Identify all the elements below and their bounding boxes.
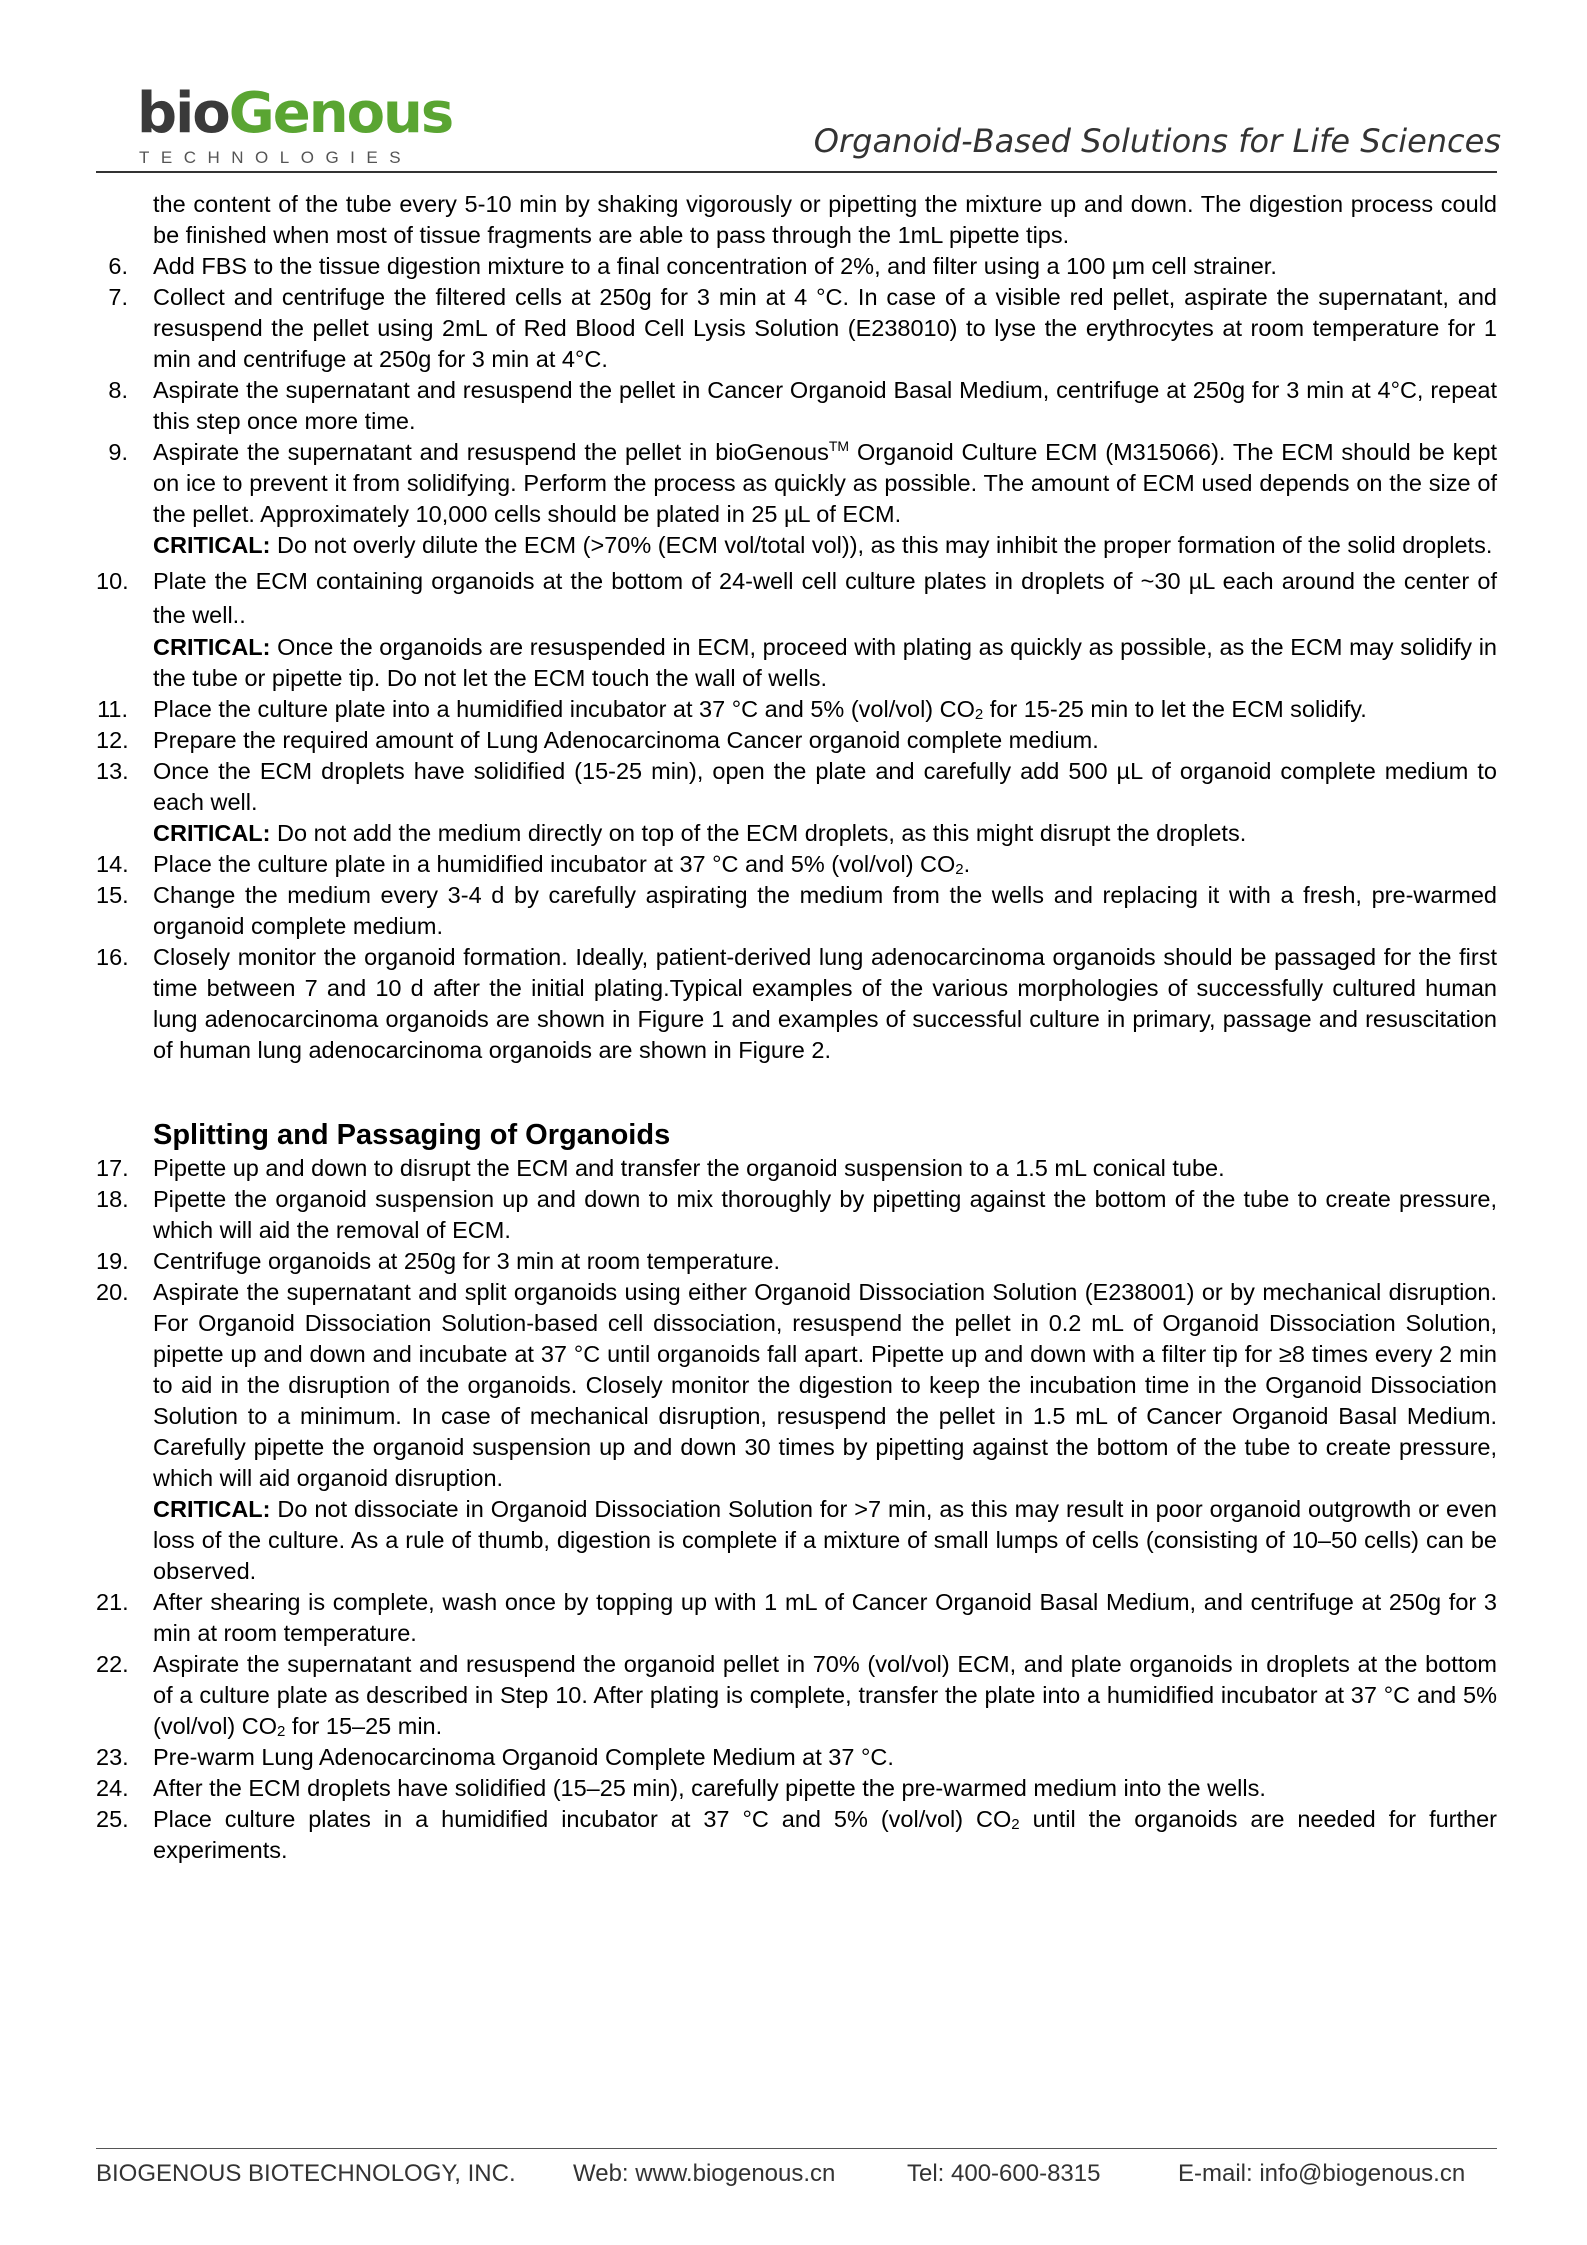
step-number: 7.: [108, 284, 128, 310]
intro-paragraph: the content of the tube every 5-10 min by shaking vigorously or pipetting the mixture up and down. The digestion process could be finished when most of tissue fragments are able to pass through the 1mL pipette tips.: [153, 191, 1497, 248]
step-23: [96, 1742, 1497, 1773]
header-tagline: Organoid-Based Solutions for Life Sciences: [813, 122, 1501, 160]
step-25: [96, 1804, 1497, 1866]
footer-tel: Tel: 400-600-8315: [907, 2160, 1101, 2187]
footer-divider: [96, 2148, 1497, 2149]
step-21: [96, 1587, 1497, 1649]
subscript: 2: [955, 861, 964, 878]
step-text: Aspirate the supernatant and resuspend the organoid pellet in 70% (vol/vol) ECM, and plate organoids in droplets at the bottom of a culture plate as described in Step 10. After plating is complete, transfer the plate into a humidified incubator at 37 °C and 5% (vol/vol) CO: [153, 1651, 1497, 1739]
step-number: 19.: [96, 1248, 129, 1274]
step-text: Aspirate the supernatant and resuspend the pellet in bioGenous: [153, 439, 829, 465]
critical-note: [153, 632, 1497, 694]
step-13: [96, 756, 1497, 849]
step-text: Place the culture plate in a humidified incubator at 37 °C and 5% (vol/vol) CO: [153, 851, 956, 877]
footer-email: E-mail: info@biogenous.cn: [1178, 2160, 1466, 2187]
step-text: Closely monitor the organoid formation. Ideally, patient-derived lung adenocarcinoma organoids should be passaged for the first time between 7 and 10 d after the initial plating.Typical examples of the various morphologies of successfully cultured human lung adenocarcinoma organoids are shown in Figure 1 and examples of successful culture in primary, passage and resuscitation of human lung adenocarcinoma organoids are shown in Figure 2.: [153, 944, 1497, 1063]
subscript: 2: [974, 706, 984, 723]
trademark-mark: TM: [828, 438, 850, 454]
step-text: Centrifuge organoids at 250g for 3 min at room temperature.: [153, 1248, 781, 1274]
step-number: 23.: [96, 1744, 129, 1770]
step-number: 22.: [96, 1651, 129, 1677]
critical-label: CRITICAL:: [153, 634, 271, 660]
step-number: 6.: [108, 253, 128, 279]
step-text: Once the ECM droplets have solidified (15-25 min), open the plate and carefully add 500 µL of organoid complete medium to each well.: [153, 758, 1497, 815]
step-15: [96, 880, 1497, 942]
critical-note: [153, 530, 1497, 561]
step-17: [96, 1153, 1497, 1184]
step-14: [96, 849, 1497, 880]
step-text: After shearing is complete, wash once by topping up with 1 mL of Cancer Organoid Basal Medium, and centrifuge at 250g for 3 min at room temperature.: [153, 1589, 1497, 1646]
step-24: [96, 1773, 1497, 1804]
subscript: 2: [277, 1723, 286, 1740]
step-10: [96, 564, 1497, 694]
step-number: 20.: [96, 1279, 129, 1305]
step-number: 15.: [96, 882, 129, 908]
critical-text: Do not dissociate in Organoid Dissociation Solution for >7 min, as this may result in poor organoid outgrowth or even loss of the culture. As a rule of thumb, digestion is complete if a mixture of small lumps of cells (consisting of 10–50 cells) can be observed.: [153, 1496, 1497, 1584]
step-16: [96, 942, 1497, 1066]
critical-label: CRITICAL:: [153, 1496, 271, 1522]
step-number: 13.: [96, 758, 129, 784]
step-11: [96, 694, 1497, 725]
critical-label: CRITICAL:: [153, 532, 271, 558]
critical-note: [153, 1494, 1497, 1587]
step-text: Prepare the required amount of Lung Adenocarcinoma Cancer organoid complete medium.: [153, 727, 1099, 753]
step-text: Pipette the organoid suspension up and down to mix thoroughly by pipetting against the bottom of the tube to create pressure, which will aid the removal of ECM.: [153, 1186, 1497, 1243]
step-text-cont: for 15-25 min to let the ECM solidify.: [983, 696, 1367, 722]
step-8: [96, 375, 1497, 437]
step-number: 21.: [96, 1589, 129, 1615]
step-text: Pre-warm Lung Adenocarcinoma Organoid Complete Medium at 37 °C.: [153, 1744, 894, 1770]
step-number: 16.: [96, 944, 129, 970]
critical-text: Do not overly dilute the ECM (>70% (ECM vol/total vol)), as this may inhibit the proper formation of the solid droplets.: [270, 532, 1493, 558]
step-9: [96, 437, 1497, 561]
step-text: Collect and centrifuge the filtered cells at 250g for 3 min at 4 °C. In case of a visible red pellet, aspirate the supernatant, and resuspend the pellet using 2mL of Red Blood Cell Lysis Solution (E238010) to lyse the erythrocytes at room temperature for 1 min and centrifuge at 250g for 3 min at 4°C.: [153, 284, 1497, 372]
step-7: [96, 282, 1497, 375]
footer-company: BIOGENOUS BIOTECHNOLOGY, INC.: [96, 2160, 516, 2187]
step-text: Place the culture plate into a humidified incubator at 37 °C and 5% (vol/vol) CO: [153, 696, 975, 722]
step-19: [96, 1246, 1497, 1277]
header-divider: [96, 171, 1497, 173]
step-text: Plate the ECM containing organoids at the bottom of 24-well cell culture plates in droplets of ~30 µL each around the center of the well..: [153, 568, 1497, 628]
critical-text: Do not add the medium directly on top of the ECM droplets, as this might disrupt the droplets.: [270, 820, 1247, 846]
step-number: 17.: [96, 1155, 129, 1181]
step-number: 18.: [96, 1186, 129, 1212]
subscript: 2: [1011, 1816, 1020, 1833]
step-22: [96, 1649, 1497, 1742]
step-20: [96, 1277, 1497, 1587]
step-number: 9.: [108, 439, 128, 465]
logo-wordmark: [137, 81, 453, 146]
step-text: After the ECM droplets have solidified (15–25 min), carefully pipette the pre-warmed medium into the wells.: [153, 1775, 1266, 1801]
step-number: 14.: [96, 851, 129, 877]
step-18: [96, 1184, 1497, 1246]
footer-web: Web: www.biogenous.cn: [573, 2160, 836, 2187]
step-12: [96, 725, 1497, 756]
step-number: 24.: [96, 1775, 129, 1801]
step-text: Aspirate the supernatant and split organoids using either Organoid Dissociation Solution (E238001) or by mechanical disruption. For Organoid Dissociation Solution-based cell dissociation, resuspend the pellet in 0.2 mL of Organoid Dissociation Solution, pipette up and down and incubate at 37 °C until organoids fall apart. Pipette up and down with a filter tip for ≥8 times every 2 min to aid in the disruption of the organoids. Closely monitor the digestion to keep the incubation time in the Organoid Dissociation Solution to a minimum. In case of mechanical disruption, resuspend the pellet in 1.5 mL of Cancer Organoid Basal Medium. Carefully pipette the organoid suspension up and down 30 times by pipetting against the bottom of the tube to create pressure, which will aid organoid disruption.: [153, 1279, 1497, 1491]
step-text-cont: .: [963, 851, 971, 877]
critical-note: [153, 818, 1497, 849]
logo-technologies: TECHNOLOGIES: [139, 148, 413, 167]
step-text: Place culture plates in a humidified incubator at 37 °C and 5% (vol/vol) CO: [153, 1806, 1012, 1832]
company-logo: [137, 81, 457, 172]
logo-bio: bio: [137, 81, 229, 146]
step-6: [96, 251, 1497, 282]
step-text: Pipette up and down to disrupt the ECM and transfer the organoid suspension to a 1.5 mL conical tube.: [153, 1155, 1225, 1181]
step-text: Aspirate the supernatant and resuspend the pellet in Cancer Organoid Basal Medium, centrifuge at 250g for 3 min at 4°C, repeat this step once more time.: [153, 377, 1497, 434]
logo-genous: Genous: [228, 81, 453, 146]
step-number: 11.: [97, 696, 128, 722]
step-text-cont: Organoid Culture ECM (M315066). The ECM should be kept on ice to prevent it from solidifying. Perform the process as quickly as possible. The amount of ECM used depends on the size of the pellet. Approximately 10,000 cells should be plated in 25 µL of ECM.: [153, 439, 1497, 527]
critical-label: CRITICAL:: [153, 820, 271, 846]
critical-text: Once the organoids are resuspended in ECM, proceed with plating as quickly as possible, as the ECM may solidify in the tube or pipette tip. Do not let the ECM touch the wall of wells.: [153, 634, 1497, 691]
step-number: 8.: [108, 377, 128, 403]
step-number: 10.: [96, 568, 129, 594]
section-heading: Splitting and Passaging of Organoids: [153, 1119, 671, 1151]
step-text: Change the medium every 3-4 d by carefully aspirating the medium from the wells and replacing it with a fresh, pre-warmed organoid complete medium.: [153, 882, 1497, 939]
step-text-cont: until the organoids are needed for further experiments.: [153, 1806, 1497, 1863]
step-text: Add FBS to the tissue digestion mixture to a final concentration of 2%, and filter using a 100 µm cell strainer.: [153, 253, 1277, 279]
step-number: 12.: [96, 727, 129, 753]
step-number: 25.: [96, 1806, 129, 1832]
step-text-cont: for 15–25 min.: [285, 1713, 443, 1739]
document-body: [96, 189, 1497, 1866]
